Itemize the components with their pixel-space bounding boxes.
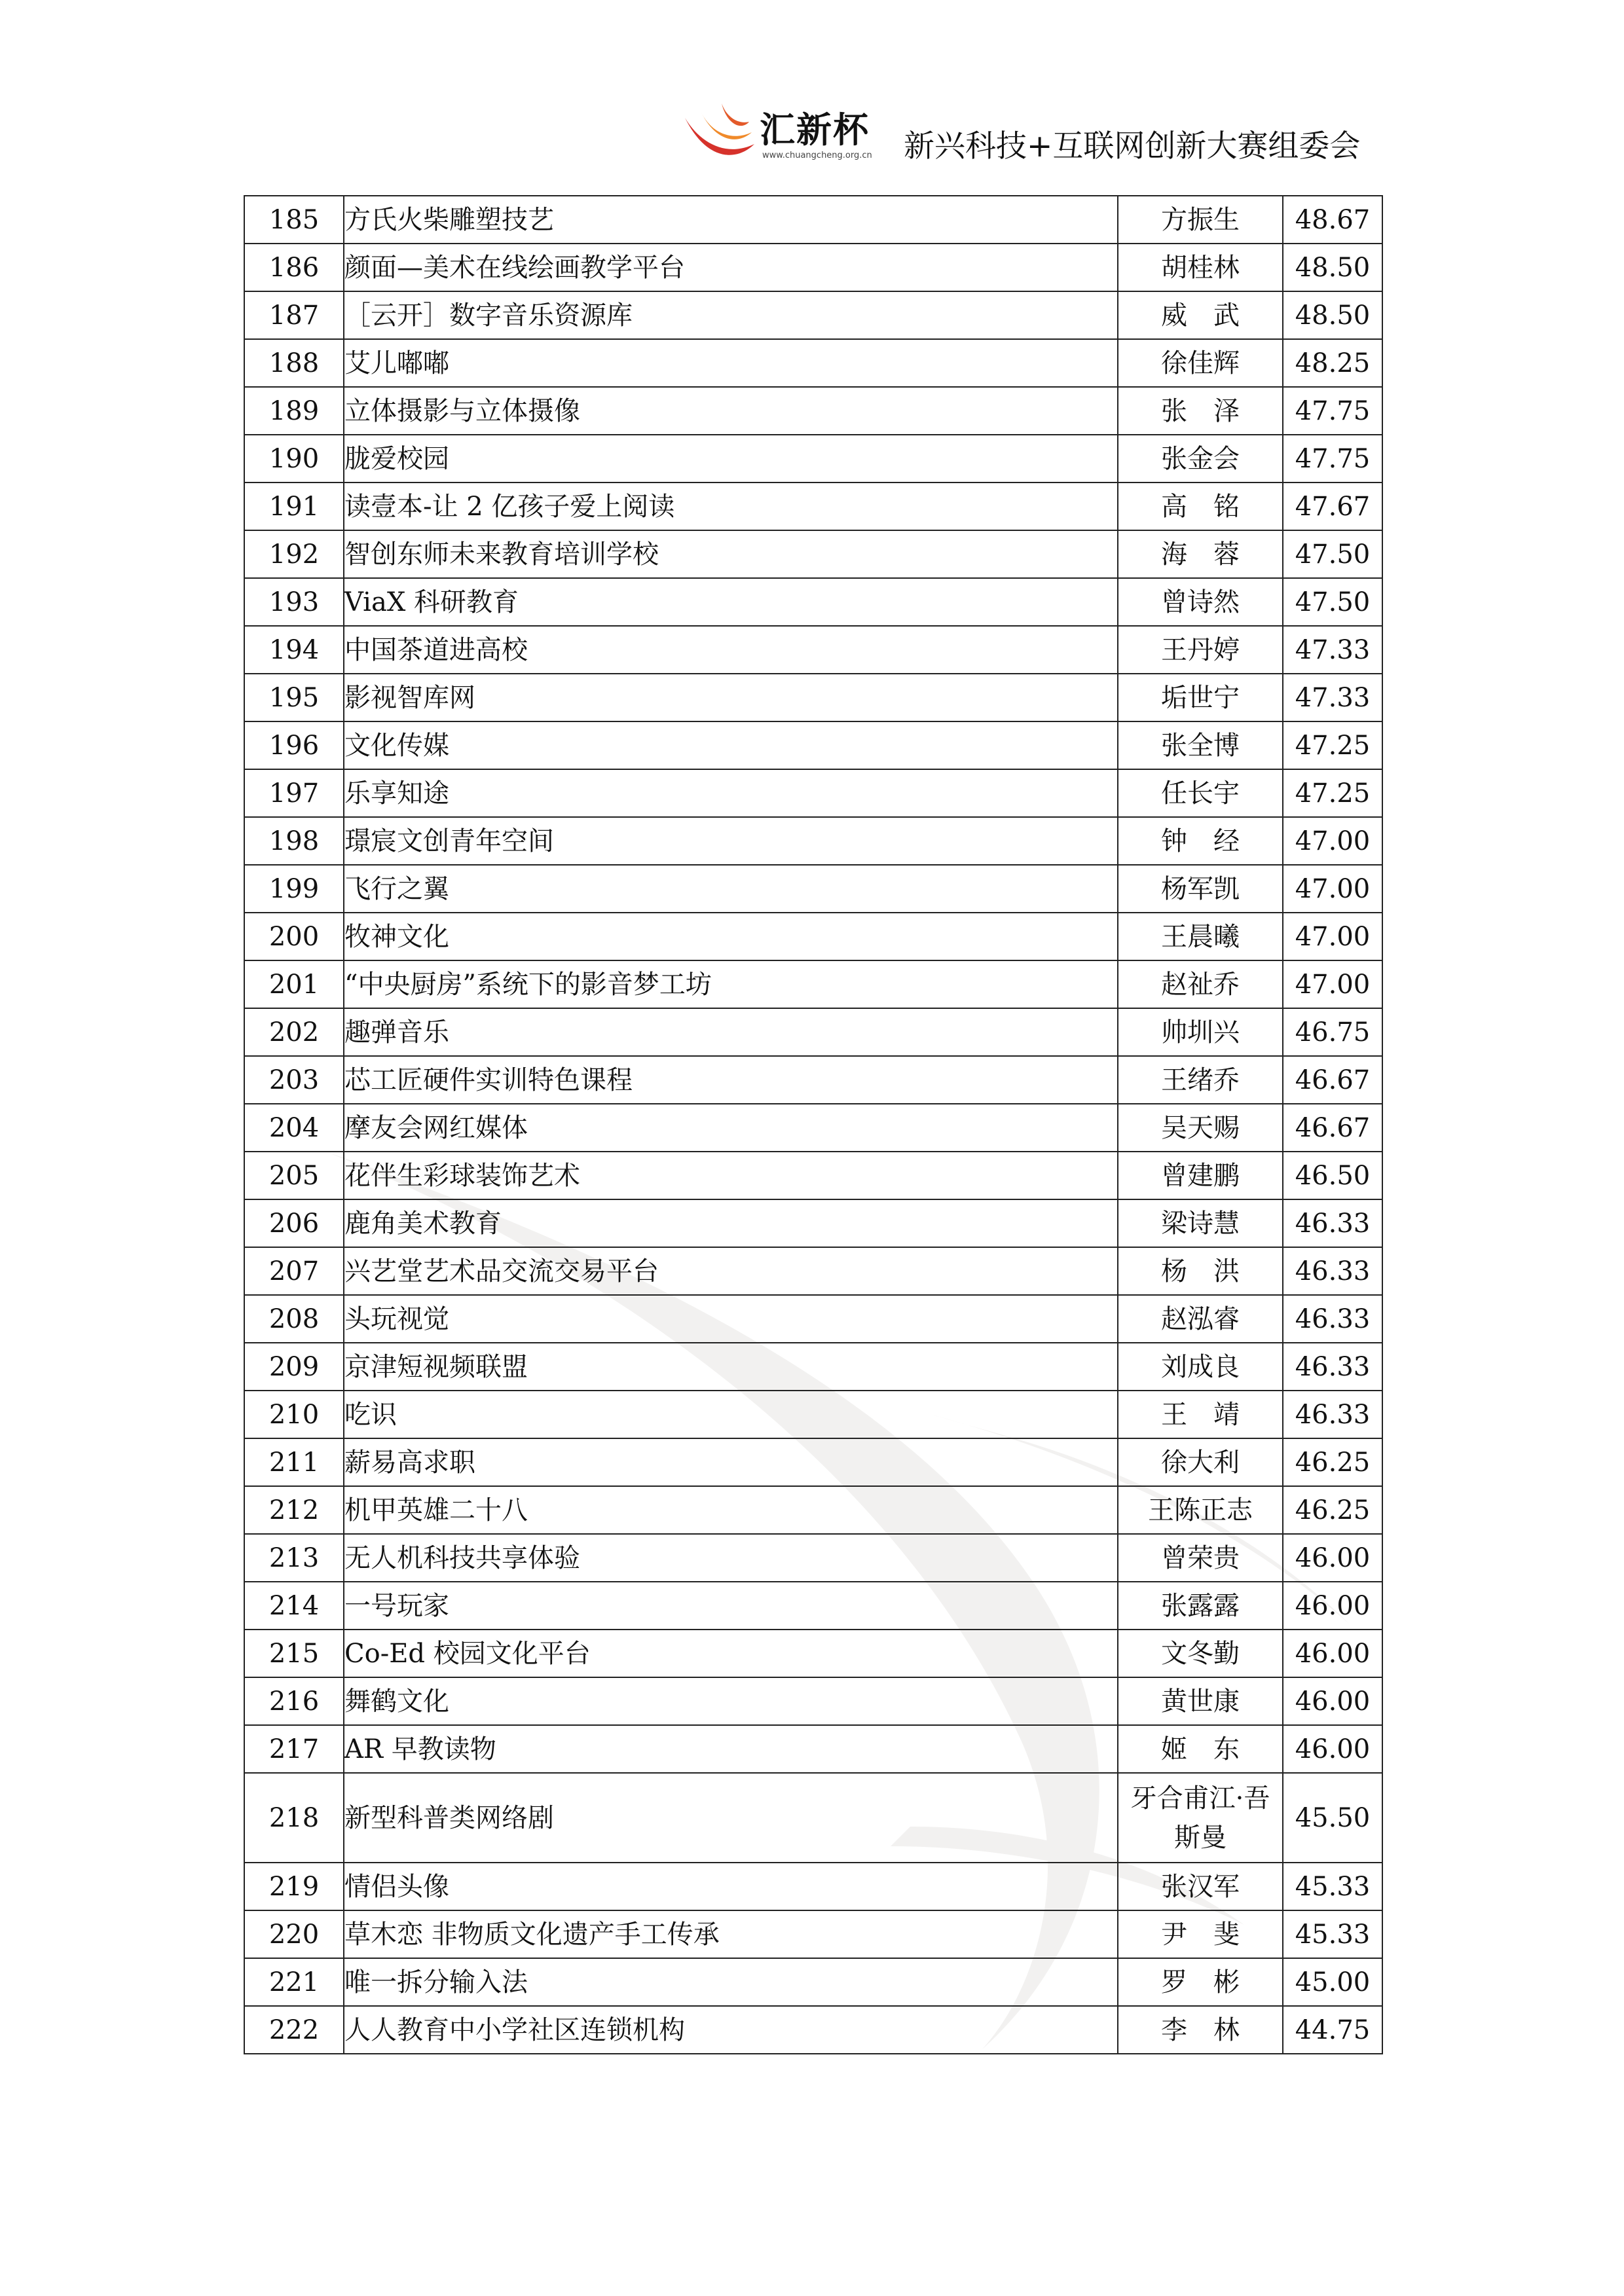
- score-value: 46.00: [1283, 1630, 1382, 1677]
- score-value: 46.33: [1283, 1343, 1382, 1391]
- score-value: 45.33: [1283, 1910, 1382, 1958]
- row-number: 193: [244, 578, 344, 626]
- person-name: 海 蓉: [1118, 530, 1283, 578]
- project-name: 薪易高求职: [344, 1438, 1118, 1486]
- row-number: 210: [244, 1391, 344, 1438]
- person-name: 帅圳兴: [1118, 1008, 1283, 1056]
- score-value: 47.25: [1283, 721, 1382, 769]
- row-number: 200: [244, 913, 344, 960]
- project-name: 一号玩家: [344, 1582, 1118, 1630]
- table-row: [244, 1152, 1382, 1199]
- score-value: 46.33: [1283, 1295, 1382, 1343]
- table-row: [244, 1295, 1382, 1343]
- score-value: 45.00: [1283, 1958, 1382, 2006]
- person-name: 张露露: [1118, 1582, 1283, 1630]
- table-row: [244, 817, 1382, 865]
- person-name: 徐大利: [1118, 1438, 1283, 1486]
- table-row: [244, 339, 1382, 387]
- row-number: 208: [244, 1295, 344, 1343]
- row-number: 209: [244, 1343, 344, 1391]
- score-value: 46.67: [1283, 1056, 1382, 1104]
- row-number: 219: [244, 1863, 344, 1910]
- project-name: 影视智库网: [344, 674, 1118, 721]
- person-name: 尹 斐: [1118, 1910, 1283, 1958]
- row-number: 217: [244, 1725, 344, 1773]
- project-name: “中央厨房”系统下的影音梦工坊: [344, 960, 1118, 1008]
- row-number: 215: [244, 1630, 344, 1677]
- person-name: 张金会: [1118, 435, 1283, 483]
- person-name-line: 牙合甫江·吾: [1130, 1783, 1270, 1813]
- score-table-body: [244, 196, 1382, 2054]
- score-table: [244, 195, 1383, 2054]
- score-value: 47.25: [1283, 769, 1382, 817]
- table-row: [244, 1910, 1382, 1958]
- score-value: 47.00: [1283, 817, 1382, 865]
- table-row: [244, 244, 1382, 291]
- row-number: 214: [244, 1582, 344, 1630]
- project-name: 方氏火柴雕塑技艺: [344, 196, 1118, 244]
- table-row: [244, 1773, 1382, 1863]
- person-name: 王晨曦: [1118, 913, 1283, 960]
- row-number: 220: [244, 1910, 344, 1958]
- person-name: 姬 东: [1118, 1725, 1283, 1773]
- table-row: [244, 1725, 1382, 1773]
- person-name: 张 泽: [1118, 387, 1283, 435]
- row-number: 192: [244, 530, 344, 578]
- table-row: [244, 530, 1382, 578]
- row-number: 197: [244, 769, 344, 817]
- project-name: 情侣头像: [344, 1863, 1118, 1910]
- person-name: 王陈正志: [1118, 1486, 1283, 1534]
- row-number: 205: [244, 1152, 344, 1199]
- table-row: [244, 721, 1382, 769]
- table-row: [244, 1486, 1382, 1534]
- score-value: 47.75: [1283, 387, 1382, 435]
- person-name: 威 武: [1118, 291, 1283, 339]
- table-row: [244, 1343, 1382, 1391]
- person-name: [1118, 1773, 1283, 1863]
- project-name: 璟宸文创青年空间: [344, 817, 1118, 865]
- row-number: 201: [244, 960, 344, 1008]
- score-value: 47.33: [1283, 674, 1382, 721]
- project-name: 趣弹音乐: [344, 1008, 1118, 1056]
- person-name: 钟 经: [1118, 817, 1283, 865]
- project-name: 京津短视频联盟: [344, 1343, 1118, 1391]
- score-value: 46.33: [1283, 1199, 1382, 1247]
- logo-text: 汇新杯: [760, 109, 870, 151]
- row-number: 199: [244, 865, 344, 913]
- table-row: [244, 960, 1382, 1008]
- project-name: 草木恋 非物质文化遗产手工传承: [344, 1910, 1118, 1958]
- score-value: 47.33: [1283, 626, 1382, 674]
- score-value: 45.50: [1283, 1773, 1382, 1863]
- row-number: 195: [244, 674, 344, 721]
- person-name: 吴天赐: [1118, 1104, 1283, 1152]
- score-value: 47.67: [1283, 483, 1382, 530]
- row-number: 218: [244, 1773, 344, 1863]
- project-name: ViaX 科研教育: [344, 578, 1118, 626]
- row-number: 188: [244, 339, 344, 387]
- person-name: 曾诗然: [1118, 578, 1283, 626]
- row-number: 191: [244, 483, 344, 530]
- table-row: [244, 196, 1382, 244]
- table-row: [244, 1630, 1382, 1677]
- person-name: 刘成良: [1118, 1343, 1283, 1391]
- table-row: [244, 2006, 1382, 2054]
- score-value: 46.00: [1283, 1725, 1382, 1773]
- person-name: 王丹婷: [1118, 626, 1283, 674]
- project-name: Co-Ed 校园文化平台: [344, 1630, 1118, 1677]
- row-number: 213: [244, 1534, 344, 1582]
- row-number: 194: [244, 626, 344, 674]
- person-name: 文冬勤: [1118, 1630, 1283, 1677]
- table-row: [244, 1247, 1382, 1295]
- score-value: 46.75: [1283, 1008, 1382, 1056]
- row-number: 204: [244, 1104, 344, 1152]
- score-value: 47.50: [1283, 530, 1382, 578]
- project-name: 新型科普类网络剧: [344, 1773, 1118, 1863]
- table-row: [244, 913, 1382, 960]
- row-number: 185: [244, 196, 344, 244]
- project-name: 吃识: [344, 1391, 1118, 1438]
- table-row: [244, 674, 1382, 721]
- row-number: 196: [244, 721, 344, 769]
- person-name: 王 靖: [1118, 1391, 1283, 1438]
- project-name: 花伴生彩球装饰艺术: [344, 1152, 1118, 1199]
- project-name: 摩友会网红媒体: [344, 1104, 1118, 1152]
- project-name: 颜面—美术在线绘画教学平台: [344, 244, 1118, 291]
- score-value: 46.25: [1283, 1438, 1382, 1486]
- project-name: 艾儿嘟嘟: [344, 339, 1118, 387]
- person-name: 张全博: [1118, 721, 1283, 769]
- project-name: 读壹本-让 2 亿孩子爱上阅读: [344, 483, 1118, 530]
- table-row: [244, 626, 1382, 674]
- score-value: 46.50: [1283, 1152, 1382, 1199]
- person-name: 李 林: [1118, 2006, 1283, 2054]
- person-name: 杨 洪: [1118, 1247, 1283, 1295]
- person-name: 曾建鹏: [1118, 1152, 1283, 1199]
- table-row: [244, 578, 1382, 626]
- score-value: 47.00: [1283, 913, 1382, 960]
- score-value: 45.33: [1283, 1863, 1382, 1910]
- table-row: [244, 435, 1382, 483]
- person-name: 黄世康: [1118, 1677, 1283, 1725]
- score-value: 46.67: [1283, 1104, 1382, 1152]
- row-number: 190: [244, 435, 344, 483]
- project-name: 机甲英雄二十八: [344, 1486, 1118, 1534]
- row-number: 211: [244, 1438, 344, 1486]
- person-name: 胡桂林: [1118, 244, 1283, 291]
- score-value: 47.00: [1283, 865, 1382, 913]
- row-number: 221: [244, 1958, 344, 2006]
- row-number: 216: [244, 1677, 344, 1725]
- person-name: 任长宇: [1118, 769, 1283, 817]
- project-name: 芯工匠硬件实训特色课程: [344, 1056, 1118, 1104]
- person-name: 徐佳辉: [1118, 339, 1283, 387]
- brand-logo: [681, 98, 891, 170]
- score-value: 47.50: [1283, 578, 1382, 626]
- score-value: 46.33: [1283, 1247, 1382, 1295]
- project-name: 牧神文化: [344, 913, 1118, 960]
- person-name: 曾荣贵: [1118, 1534, 1283, 1582]
- project-name: 胧爱校园: [344, 435, 1118, 483]
- score-value: 47.75: [1283, 435, 1382, 483]
- project-name: 乐享知途: [344, 769, 1118, 817]
- table-row: [244, 1199, 1382, 1247]
- person-name: 高 铭: [1118, 483, 1283, 530]
- score-value: 44.75: [1283, 2006, 1382, 2054]
- project-name: 兴艺堂艺术品交流交易平台: [344, 1247, 1118, 1295]
- person-name: 方振生: [1118, 196, 1283, 244]
- table-row: [244, 1056, 1382, 1104]
- table-row: [244, 769, 1382, 817]
- person-name: 罗 彬: [1118, 1958, 1283, 2006]
- table-row: [244, 387, 1382, 435]
- row-number: 222: [244, 2006, 344, 2054]
- score-value: 48.67: [1283, 196, 1382, 244]
- project-name: 文化传媒: [344, 721, 1118, 769]
- project-name: 无人机科技共享体验: [344, 1534, 1118, 1582]
- table-row: [244, 1438, 1382, 1486]
- project-name: AR 早教读物: [344, 1725, 1118, 1773]
- score-value: 46.33: [1283, 1391, 1382, 1438]
- score-value: 48.50: [1283, 244, 1382, 291]
- project-name: 飞行之翼: [344, 865, 1118, 913]
- row-number: 212: [244, 1486, 344, 1534]
- score-value: 48.50: [1283, 291, 1382, 339]
- project-name: 立体摄影与立体摄像: [344, 387, 1118, 435]
- table-row: [244, 1104, 1382, 1152]
- table-row: [244, 1008, 1382, 1056]
- score-value: 46.00: [1283, 1534, 1382, 1582]
- row-number: 206: [244, 1199, 344, 1247]
- table-row: [244, 1863, 1382, 1910]
- person-name: 杨军凯: [1118, 865, 1283, 913]
- organizer-title: 新兴科技+互联网创新大赛组委会: [904, 128, 1361, 164]
- person-name: 垢世宁: [1118, 674, 1283, 721]
- table-row: [244, 1677, 1382, 1725]
- row-number: 187: [244, 291, 344, 339]
- person-name-line: 斯曼: [1174, 1822, 1227, 1853]
- score-value: 46.25: [1283, 1486, 1382, 1534]
- score-value: 46.00: [1283, 1582, 1382, 1630]
- row-number: 202: [244, 1008, 344, 1056]
- project-name: 中国茶道进高校: [344, 626, 1118, 674]
- table-row: [244, 1391, 1382, 1438]
- logo-url: www.chuangcheng.org.cn: [762, 151, 872, 160]
- project-name: 头玩视觉: [344, 1295, 1118, 1343]
- score-value: 47.00: [1283, 960, 1382, 1008]
- project-name: 唯一拆分输入法: [344, 1958, 1118, 2006]
- project-name: 智创东师未来教育培训学校: [344, 530, 1118, 578]
- person-name: 赵祉乔: [1118, 960, 1283, 1008]
- person-name: 张汉军: [1118, 1863, 1283, 1910]
- row-number: 207: [244, 1247, 344, 1295]
- person-name: 梁诗慧: [1118, 1199, 1283, 1247]
- project-name: ［云开］数字音乐资源库: [344, 291, 1118, 339]
- table-row: [244, 291, 1382, 339]
- table-row: [244, 865, 1382, 913]
- score-value: 48.25: [1283, 339, 1382, 387]
- person-name: 赵泓睿: [1118, 1295, 1283, 1343]
- person-name: 王绪乔: [1118, 1056, 1283, 1104]
- table-row: [244, 483, 1382, 530]
- row-number: 198: [244, 817, 344, 865]
- flame-logo-icon: [681, 98, 760, 170]
- page-header: [681, 98, 1401, 177]
- row-number: 189: [244, 387, 344, 435]
- project-name: 人人教育中小学社区连锁机构: [344, 2006, 1118, 2054]
- table-row: [244, 1582, 1382, 1630]
- table-row: [244, 1958, 1382, 2006]
- row-number: 186: [244, 244, 344, 291]
- row-number: 203: [244, 1056, 344, 1104]
- project-name: 舞鹤文化: [344, 1677, 1118, 1725]
- project-name: 鹿角美术教育: [344, 1199, 1118, 1247]
- score-value: 46.00: [1283, 1677, 1382, 1725]
- table-row: [244, 1534, 1382, 1582]
